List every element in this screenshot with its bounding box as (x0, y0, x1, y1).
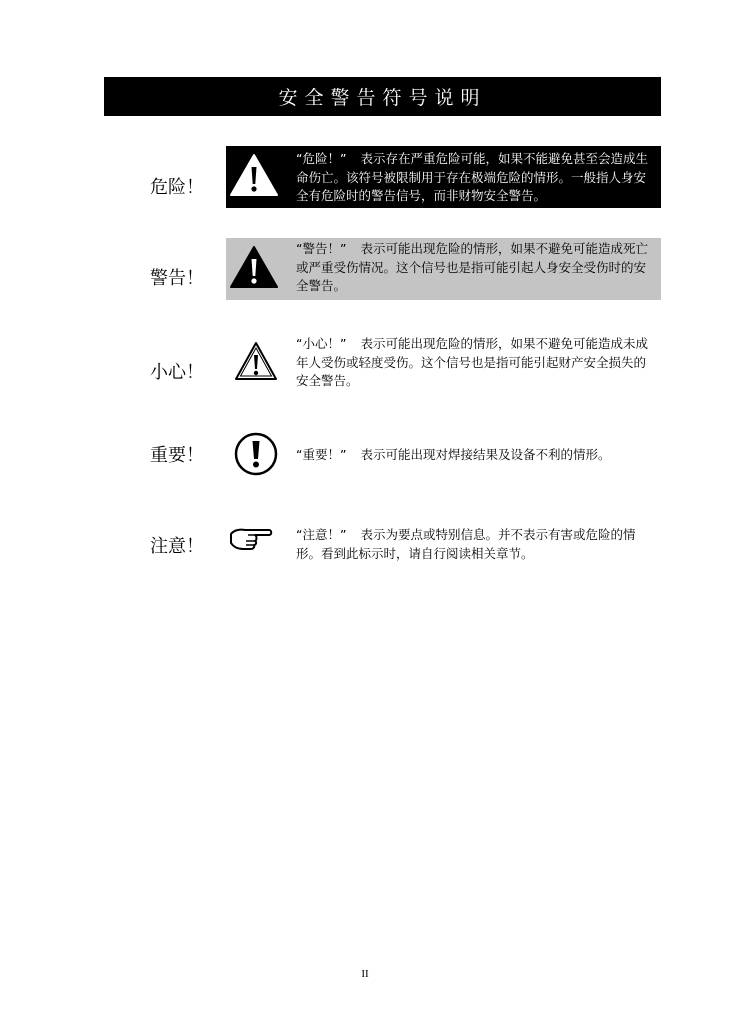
page-title: 安全警告符号说明 (104, 77, 661, 116)
warning-triangle-icon (228, 244, 280, 290)
danger-label: 危险！ (150, 177, 204, 198)
caution-keyword: “小心！” (296, 336, 347, 351)
warning-text: 表示可能出现危险的情形，如果不避免可能造成死亡或严重受伤情况。这个信号也是指可能引起人身安全受伤时的安全警告。 (296, 241, 648, 293)
danger-description (296, 150, 648, 206)
important-circle-icon (233, 431, 279, 477)
caution-text: 表示可能出现危险的情形，如果不避免可能造成未成年人受伤或轻度受伤。这个信号也是指可能引起财产安全损失的安全警告。 (296, 336, 648, 388)
important-keyword: “重要！” (296, 447, 347, 462)
danger-keyword: “危险！” (296, 151, 347, 166)
warning-label: 警告！ (150, 268, 204, 289)
important-label: 重要！ (150, 445, 204, 466)
important-text: 表示可能出现对焊接结果及设备不利的情形。 (360, 447, 611, 462)
warning-keyword: “警告！” (296, 241, 347, 256)
pointing-hand-icon (228, 525, 274, 553)
page-number: II (361, 968, 369, 980)
warning-description (296, 240, 648, 296)
danger-text: 表示存在严重危险可能，如果不能避免甚至会造成生命伤亡。该符号被限制用于存在极端危险的情形。一般指人身安全有危险时的警告信号，而非财物安全警告。 (296, 151, 648, 203)
important-description (296, 446, 648, 465)
caution-description (296, 335, 648, 391)
caution-triangle-icon (233, 340, 279, 382)
notice-description (296, 526, 648, 563)
notice-label: 注意！ (150, 536, 204, 557)
notice-text: 表示为要点或特别信息。并不表示有害或危险的情形。看到此标示时，请自行阅读相关章节。 (296, 527, 636, 561)
caution-label: 小心！ (150, 362, 204, 383)
notice-keyword: “注意！” (296, 527, 347, 542)
danger-triangle-icon (228, 152, 280, 198)
